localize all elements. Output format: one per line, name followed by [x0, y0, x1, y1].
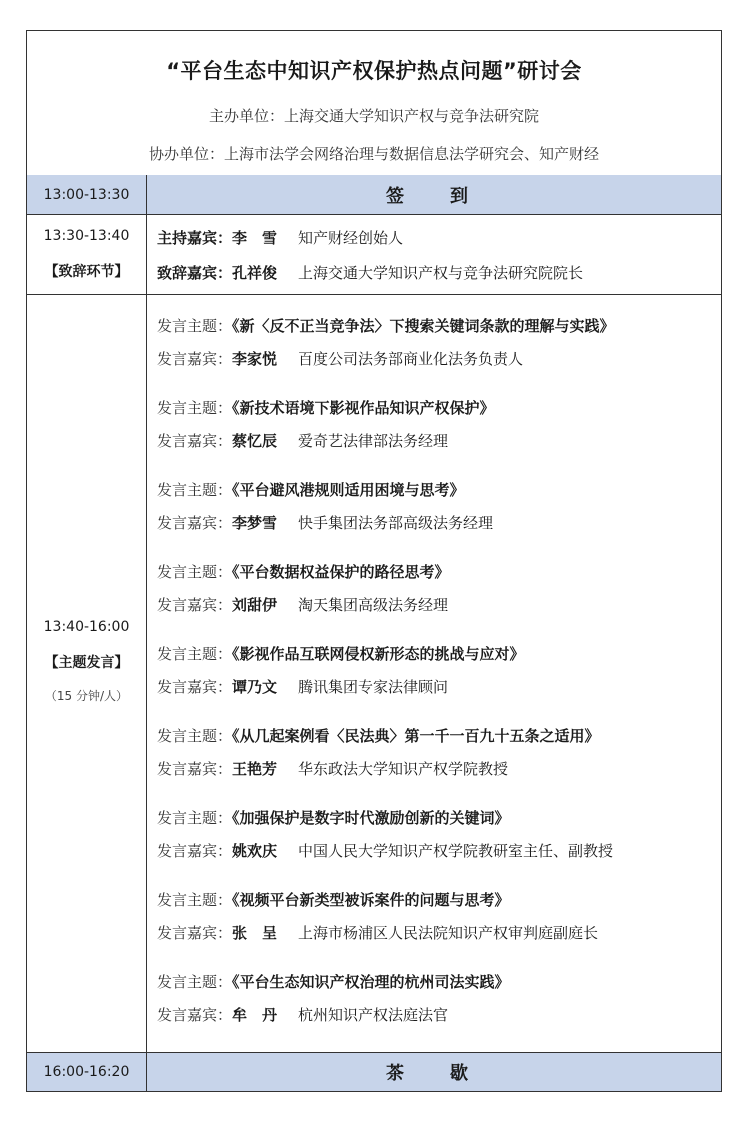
speaker-label: 发言嘉宾： — [157, 842, 233, 860]
keynote-speaker-line — [157, 348, 523, 369]
speaker-title: 中国人民大学知识产权学院教研室主任、副教授 — [298, 842, 614, 860]
agenda-header — [27, 31, 721, 176]
keynote-speaker-line — [157, 594, 448, 615]
tea-break-row — [27, 1053, 721, 1091]
topic-label: 发言主题： — [157, 809, 233, 827]
keynote-topic: 《从几起案例看〈民法典〉第一千一百九十五条之适用》 — [232, 727, 600, 745]
checkin-row — [27, 175, 721, 215]
topic-label: 发言主题： — [157, 317, 233, 335]
host-organizer: 主办单位：上海交通大学知识产权与竞争法研究院 — [208, 107, 539, 125]
speaker-name: 刘甜伊 — [232, 596, 278, 614]
speaker-name: 张 呈 — [232, 924, 278, 942]
topic-label: 发言主题： — [157, 891, 233, 909]
speaker-title: 杭州知识产权法庭法官 — [298, 1006, 449, 1024]
speaker-label: 发言嘉宾： — [157, 924, 233, 942]
keynotes-row — [27, 295, 721, 1053]
speaker-label: 发言嘉宾： — [157, 760, 233, 778]
keynote-topic: 《新〈反不正当竞争法〉下搜索关键词条款的理解与实践》 — [232, 317, 615, 335]
keynotes-content-cell — [147, 295, 721, 1052]
speaker-name: 蔡忆辰 — [232, 432, 278, 450]
opening-time-cell — [27, 215, 147, 294]
keynotes-duration-note: （15 分钟/人） — [44, 689, 129, 703]
keynote-speaker-line — [157, 1004, 448, 1025]
speaker-title: 爱奇艺法律部法务经理 — [298, 432, 449, 450]
keynote-topic-line — [157, 643, 525, 664]
keynote-topic: 《平台生态知识产权治理的杭州司法实践》 — [232, 973, 510, 991]
keynote-topic: 《加强保护是数字时代激励创新的关键词》 — [232, 809, 510, 827]
speaker-name: 谭乃文 — [232, 678, 278, 696]
keynote-topic-line — [157, 561, 450, 582]
co-organizers: 协办单位：上海市法学会网络治理与数据信息法学研究会、知产财经 — [148, 145, 599, 163]
tea-time-cell — [27, 1053, 147, 1091]
opening-content-cell — [147, 215, 721, 294]
tea-content-cell — [147, 1053, 721, 1091]
opening-segment: 【致辞环节】 — [44, 264, 129, 280]
tea-time: 16:00-16:20 — [43, 1064, 130, 1080]
speaker-name: 牟 丹 — [232, 1006, 278, 1024]
checkin-content-cell — [147, 175, 721, 214]
keynotes-segment: 【主题发言】 — [44, 655, 129, 671]
topic-label: 发言主题： — [157, 973, 233, 991]
speaker-title: 百度公司法务部商业化法务负责人 — [298, 350, 524, 368]
keynote-topic: 《影视作品互联网侵权新形态的挑战与应对》 — [232, 645, 525, 663]
keynotes-time-cell — [27, 295, 147, 1052]
host-role-label: 主持嘉宾： — [157, 229, 233, 247]
keynotes-time: 13:40-16:00 — [43, 619, 130, 635]
speaker-title: 华东政法大学知识产权学院教授 — [298, 760, 509, 778]
topic-label: 发言主题： — [157, 727, 233, 745]
keynote-topic: 《视频平台新类型被诉案件的问题与思考》 — [232, 891, 510, 909]
keynote-speaker-line — [157, 430, 448, 451]
speech-title: 上海交通大学知识产权与竞争法研究院院长 — [298, 264, 584, 282]
keynote-speaker-line — [157, 922, 598, 943]
keynote-topic-line — [157, 889, 510, 910]
checkin-time: 13:00-13:30 — [43, 186, 130, 203]
speaker-label: 发言嘉宾： — [157, 678, 233, 696]
keynote-topic-line — [157, 397, 495, 418]
speaker-title: 淘天集团高级法务经理 — [298, 596, 449, 614]
checkin-label: 签 到 — [386, 185, 482, 207]
speech-role-label: 致辞嘉宾： — [157, 264, 233, 282]
keynote-speaker-line — [157, 840, 613, 861]
speaker-label: 发言嘉宾： — [157, 350, 233, 368]
topic-label: 发言主题： — [157, 399, 233, 417]
agenda-title: “平台生态中知识产权保护热点问题”研讨会 — [166, 59, 582, 83]
keynote-speaker-line — [157, 758, 508, 779]
keynote-speaker-line — [157, 512, 493, 533]
opening-time: 13:30-13:40 — [43, 228, 130, 244]
keynote-speaker-line — [157, 676, 448, 697]
opening-speech-line — [157, 262, 583, 283]
speaker-name: 李家悦 — [232, 350, 278, 368]
keynote-topic-line — [157, 725, 600, 746]
host-title: 知产财经创始人 — [298, 229, 404, 247]
keynote-topic-line — [157, 807, 510, 828]
topic-label: 发言主题： — [157, 481, 233, 499]
speaker-name: 王艳芳 — [232, 760, 278, 778]
opening-host-line — [157, 227, 403, 248]
tea-label: 茶 歇 — [386, 1063, 482, 1084]
speaker-title: 腾讯集团专家法律顾问 — [298, 678, 449, 696]
speech-name: 孔祥俊 — [232, 264, 278, 282]
keynote-topic: 《平台避风港规则适用困境与思考》 — [232, 481, 465, 499]
speaker-name: 姚欢庆 — [232, 842, 278, 860]
topic-label: 发言主题： — [157, 563, 233, 581]
speaker-label: 发言嘉宾： — [157, 1006, 233, 1024]
speaker-label: 发言嘉宾： — [157, 596, 233, 614]
speaker-label: 发言嘉宾： — [157, 432, 233, 450]
speaker-title: 快手集团法务部高级法务经理 — [298, 514, 494, 532]
keynote-topic-line — [157, 971, 510, 992]
keynote-topic: 《平台数据权益保护的路径思考》 — [232, 563, 450, 581]
speaker-label: 发言嘉宾： — [157, 514, 233, 532]
host-name: 李 雪 — [232, 229, 278, 247]
agenda-table — [26, 30, 722, 1092]
keynote-topic-line — [157, 479, 465, 500]
speaker-name: 李梦雪 — [232, 514, 278, 532]
topic-label: 发言主题： — [157, 645, 233, 663]
keynote-topic-line — [157, 315, 615, 336]
keynote-topic: 《新技术语境下影视作品知识产权保护》 — [232, 399, 495, 417]
opening-row — [27, 215, 721, 295]
checkin-time-cell — [27, 175, 147, 214]
speaker-title: 上海市杨浦区人民法院知识产权审判庭副庭长 — [298, 924, 599, 942]
